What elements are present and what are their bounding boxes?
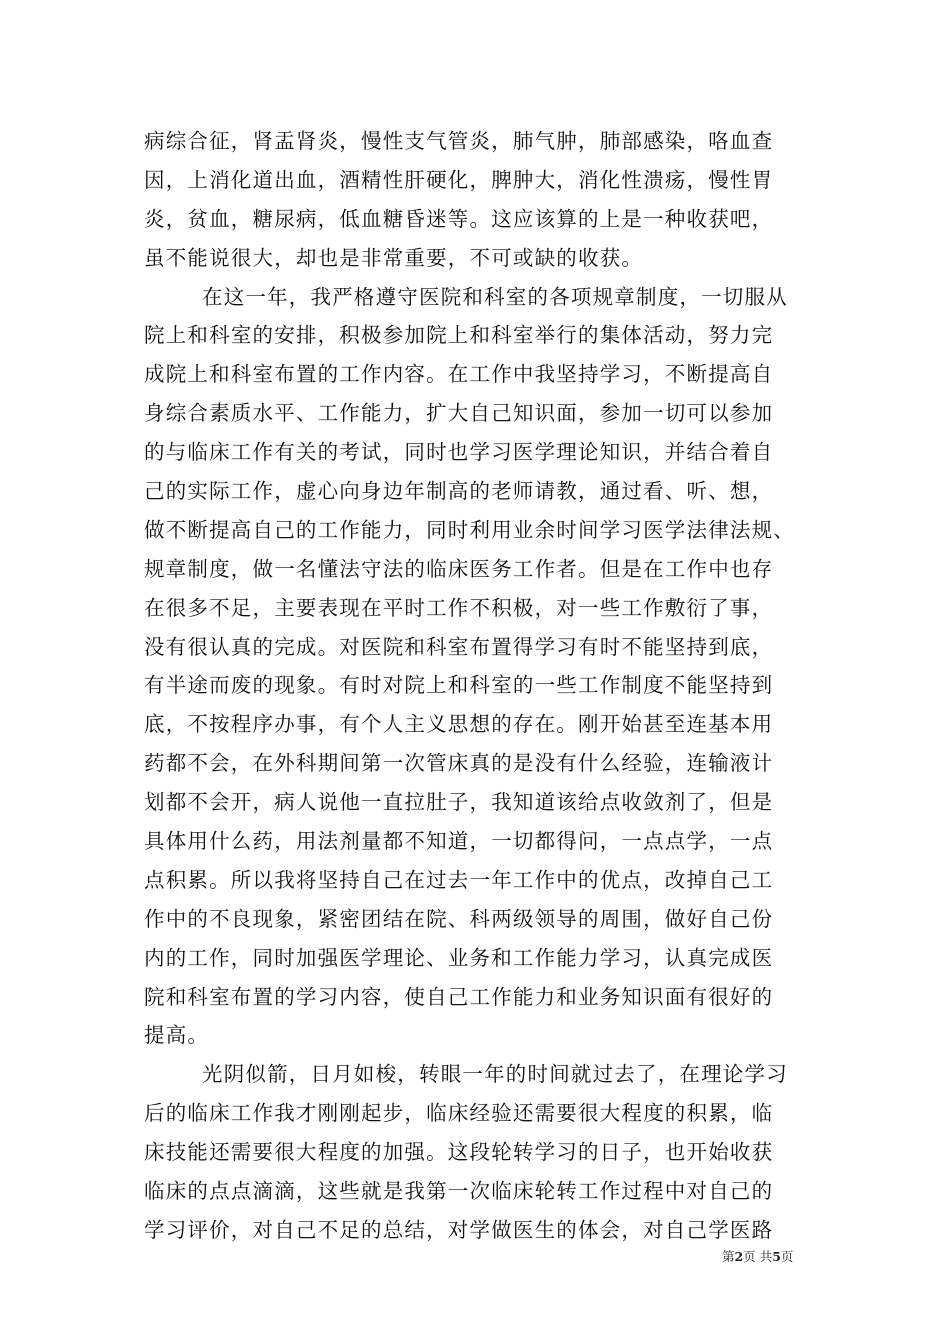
text-line: 做不断提高自己的工作能力，同时利用业余时间学习医学法律法规、 (144, 517, 795, 542)
body-text (144, 122, 808, 1250)
text-line: 划都不会开，病人说他一直拉肚子，我知道该给点收敛剂了，但是 (144, 790, 774, 815)
text-line: 药都不会，在外科期间第一次管床真的是没有什么经验，连输液计 (144, 751, 774, 776)
footer-middle: 页 共 (743, 1249, 773, 1264)
text-line: 有半途而废的现象。有时对院上和科室的一些工作制度不能坚持到 (144, 673, 774, 698)
text-line: 院上和科室的安排，积极参加院上和科室举行的集体活动，努力完 (144, 323, 774, 348)
text-line: 后的临床工作我才刚刚起步，临床经验还需要很大程度的积累，临 (144, 1101, 774, 1126)
text-line: 学习评价，对自己不足的总结，对学做医生的体会，对自己学医路 (144, 1217, 774, 1242)
text-line: 光阴似箭，日月如梭，转眼一年的时间就过去了，在理论学习 (202, 1062, 788, 1087)
text-line: 临床的点点滴滴，这些就是我第一次临床轮转工作过程中对自己的 (144, 1179, 774, 1204)
text-line: 因，上消化道出血，酒精性肝硬化，脾肿大，消化性溃疡，慢性胃 (144, 167, 774, 192)
current-page-number: 2 (734, 1249, 744, 1264)
text-line: 具体用什么药，用法剂量都不知道，一切都得问，一点点学，一点 (144, 829, 774, 854)
text-line: 病综合征，肾盂肾炎，慢性支气管炎，肺气肿，肺部感染，咯血查 (144, 129, 774, 153)
text-line: 在很多不足，主要表现在平时工作不积极，对一些工作敷衍了事， (144, 595, 774, 620)
footer-suffix: 页 (780, 1249, 794, 1264)
text-line: 没有很认真的完成。对医院和科室布置得学习有时不能坚持到底， (144, 634, 774, 659)
text-line: 点积累。所以我将坚持自己在过去一年工作中的优点，改掉自己工 (144, 867, 774, 892)
text-line: 内的工作，同时加强医学理论、业务和工作能力学习，认真完成医 (144, 945, 774, 970)
text-line: 炎，贫血，糖尿病，低血糖昏迷等。这应该算的上是一种收获吧， (144, 206, 774, 231)
text-line: 身综合素质水平、工作能力，扩大自己知识面，参加一切可以参加 (144, 401, 774, 426)
text-line: 己的实际工作，虚心向身边年制高的老师请教，通过看、听、想， (144, 479, 774, 504)
text-line: 规章制度，做一名懂法守法的临床医务工作者。但是在工作中也存 (144, 556, 774, 581)
text-line: 成院上和科室布置的工作内容。在工作中我坚持学习，不断提高自 (144, 362, 774, 387)
text-line: 院和科室布置的学习内容，使自己工作能力和业务知识面有很好的 (144, 984, 774, 1009)
text-line: 在这一年，我严格遵守医院和科室的各项规章制度，一切服从 (202, 284, 788, 309)
text-line: 床技能还需要很大程度的加强。这段轮转学习的日子，也开始收获 (144, 1140, 774, 1165)
text-line: 的与临床工作有关的考试，同时也学习医学理论知识，并结合着自 (144, 440, 774, 465)
text-line: 作中的不良现象，紧密团结在院、科两级领导的周围，做好自己份 (144, 906, 774, 931)
page-footer (722, 1247, 793, 1265)
text-line: 提高。 (144, 1023, 210, 1048)
text-line: 虽不能说很大，却也是非常重要，不可或缺的收获。 (144, 245, 644, 270)
total-pages-number: 5 (772, 1249, 781, 1264)
text-line: 底，不按程序办事，有个人主义思想的存在。刚开始甚至连基本用 (144, 712, 774, 737)
footer-prefix: 第 (722, 1249, 735, 1264)
